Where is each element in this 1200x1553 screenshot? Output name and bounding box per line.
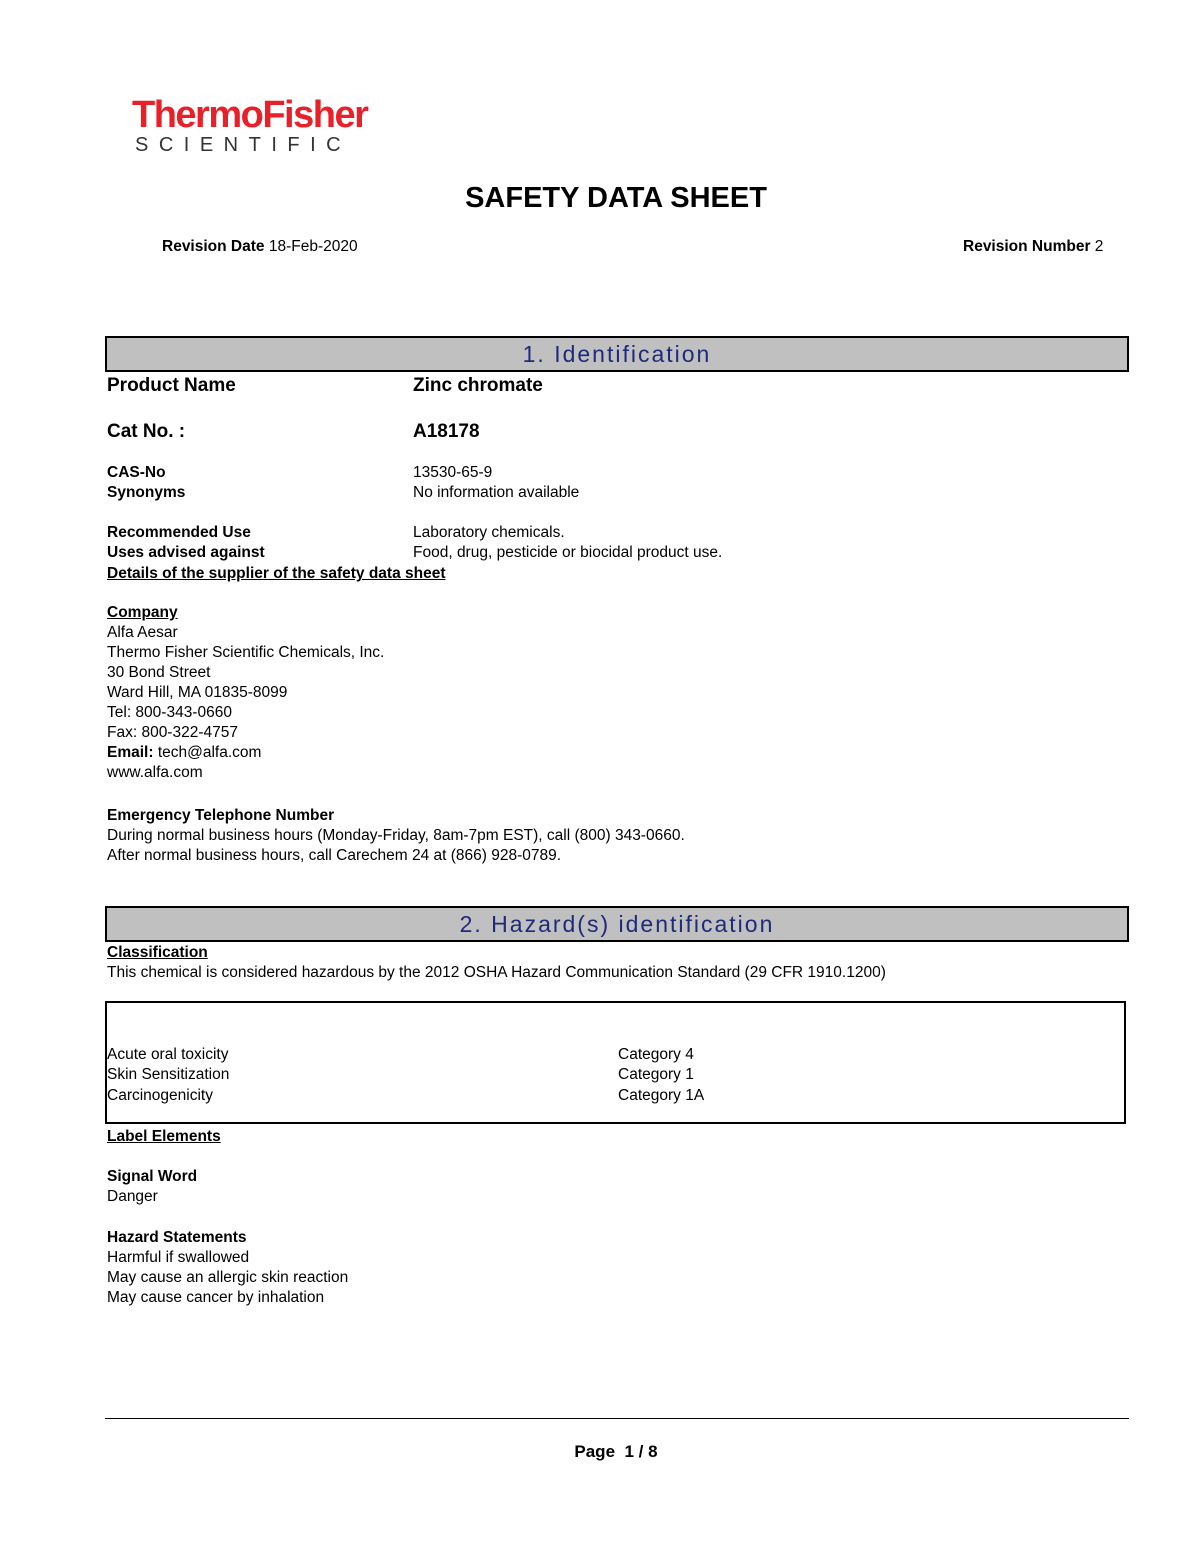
hazard-class: Skin Sensitization (107, 1066, 230, 1083)
hazard-category: Category 1A (618, 1087, 705, 1104)
cas-value: 13530-65-9 (413, 464, 493, 481)
uses-against-label: Uses advised against (107, 544, 265, 561)
emergency-info (107, 826, 685, 866)
classification-row-category (618, 1065, 694, 1085)
revision-date-value: 18-Feb-2020 (268, 238, 358, 255)
company-line: 30 Bond Street (107, 664, 211, 681)
product-name-value: Zinc chromate (413, 375, 543, 396)
hazard-class: Acute oral toxicity (107, 1046, 229, 1063)
hazard-statements-list (107, 1248, 348, 1308)
hazard-category: Category 4 (618, 1046, 694, 1063)
classification-table (105, 1001, 1126, 1124)
classification-row (107, 1045, 228, 1065)
supplier-details-heading: Details of the supplier of the safety data sheet (107, 565, 446, 582)
company-line: Alfa Aesar (107, 624, 178, 641)
page-current: 1 (624, 1442, 634, 1461)
hazard-class: Carcinogenicity (107, 1087, 213, 1104)
classification-text: This chemical is considered hazardous by the 2012 OSHA Hazard Communication Standard (29 CFR 1910.1200) (107, 964, 886, 981)
revision-number (963, 237, 1103, 257)
page-number: Page 1 / 8 (574, 1442, 658, 1461)
hazard-category: Category 1 (618, 1066, 694, 1083)
company-website: www.alfa.com (107, 764, 203, 781)
company-line: Tel: 800-343-0660 (107, 704, 232, 721)
hazard-statement: May cause an allergic skin reaction (107, 1269, 349, 1286)
email-label: Email: (107, 744, 154, 761)
company-address (107, 623, 384, 783)
recommended-use-label: Recommended Use (107, 524, 251, 541)
revision-number-value: 2 (1094, 238, 1104, 255)
page-total: 8 (648, 1442, 658, 1461)
hazard-statement: Harmful if swallowed (107, 1249, 250, 1266)
classification-row-category (618, 1086, 704, 1106)
cat-no-label: Cat No. : (107, 421, 186, 442)
cat-no-value: A18178 (413, 421, 480, 442)
company-line: Thermo Fisher Scientific Chemicals, Inc. (107, 644, 385, 661)
document-title: SAFETY DATA SHEET (465, 182, 767, 214)
company-heading: Company (107, 604, 178, 621)
company-line: Fax: 800-322-4757 (107, 724, 238, 741)
section-2-heading: 2. Hazard(s) identification (105, 906, 1129, 942)
page-label: Page (574, 1442, 616, 1461)
emergency-line: During normal business hours (Monday-Friday, 8am-7pm EST), call (800) 343-0660. (107, 827, 685, 844)
revision-date-label: Revision Date (162, 238, 265, 255)
product-name-label: Product Name (107, 375, 236, 396)
email-value: tech@alfa.com (157, 744, 262, 761)
signal-word-value: Danger (107, 1188, 158, 1205)
signal-word-heading: Signal Word (107, 1168, 198, 1185)
emergency-heading: Emergency Telephone Number (107, 807, 335, 824)
cas-label: CAS-No (107, 464, 166, 481)
thermo-fisher-logo-wordmark: ThermoFisher (132, 94, 368, 136)
section-1-heading: 1. Identification (105, 336, 1129, 372)
synonyms-value: No information available (413, 484, 580, 501)
footer-divider (105, 1418, 1129, 1419)
uses-against-value: Food, drug, pesticide or biocidal product use. (413, 544, 723, 561)
classification-heading: Classification (107, 944, 208, 961)
recommended-use-value: Laboratory chemicals. (413, 524, 565, 541)
company-line: Ward Hill, MA 01835-8099 (107, 684, 288, 701)
label-elements-heading: Label Elements (107, 1128, 221, 1145)
thermo-fisher-logo-subtitle: SCIENTIFIC (135, 134, 352, 156)
hazard-statement: May cause cancer by inhalation (107, 1289, 325, 1306)
classification-row (107, 1086, 213, 1106)
classification-row-category (618, 1045, 694, 1065)
hazard-statements-heading: Hazard Statements (107, 1229, 247, 1246)
revision-date (162, 237, 358, 257)
revision-number-label: Revision Number (963, 238, 1091, 255)
emergency-line: After normal business hours, call Carechem 24 at (866) 928-0789. (107, 847, 562, 864)
classification-row (107, 1065, 229, 1085)
synonyms-label: Synonyms (107, 484, 186, 501)
company-email (107, 743, 384, 763)
